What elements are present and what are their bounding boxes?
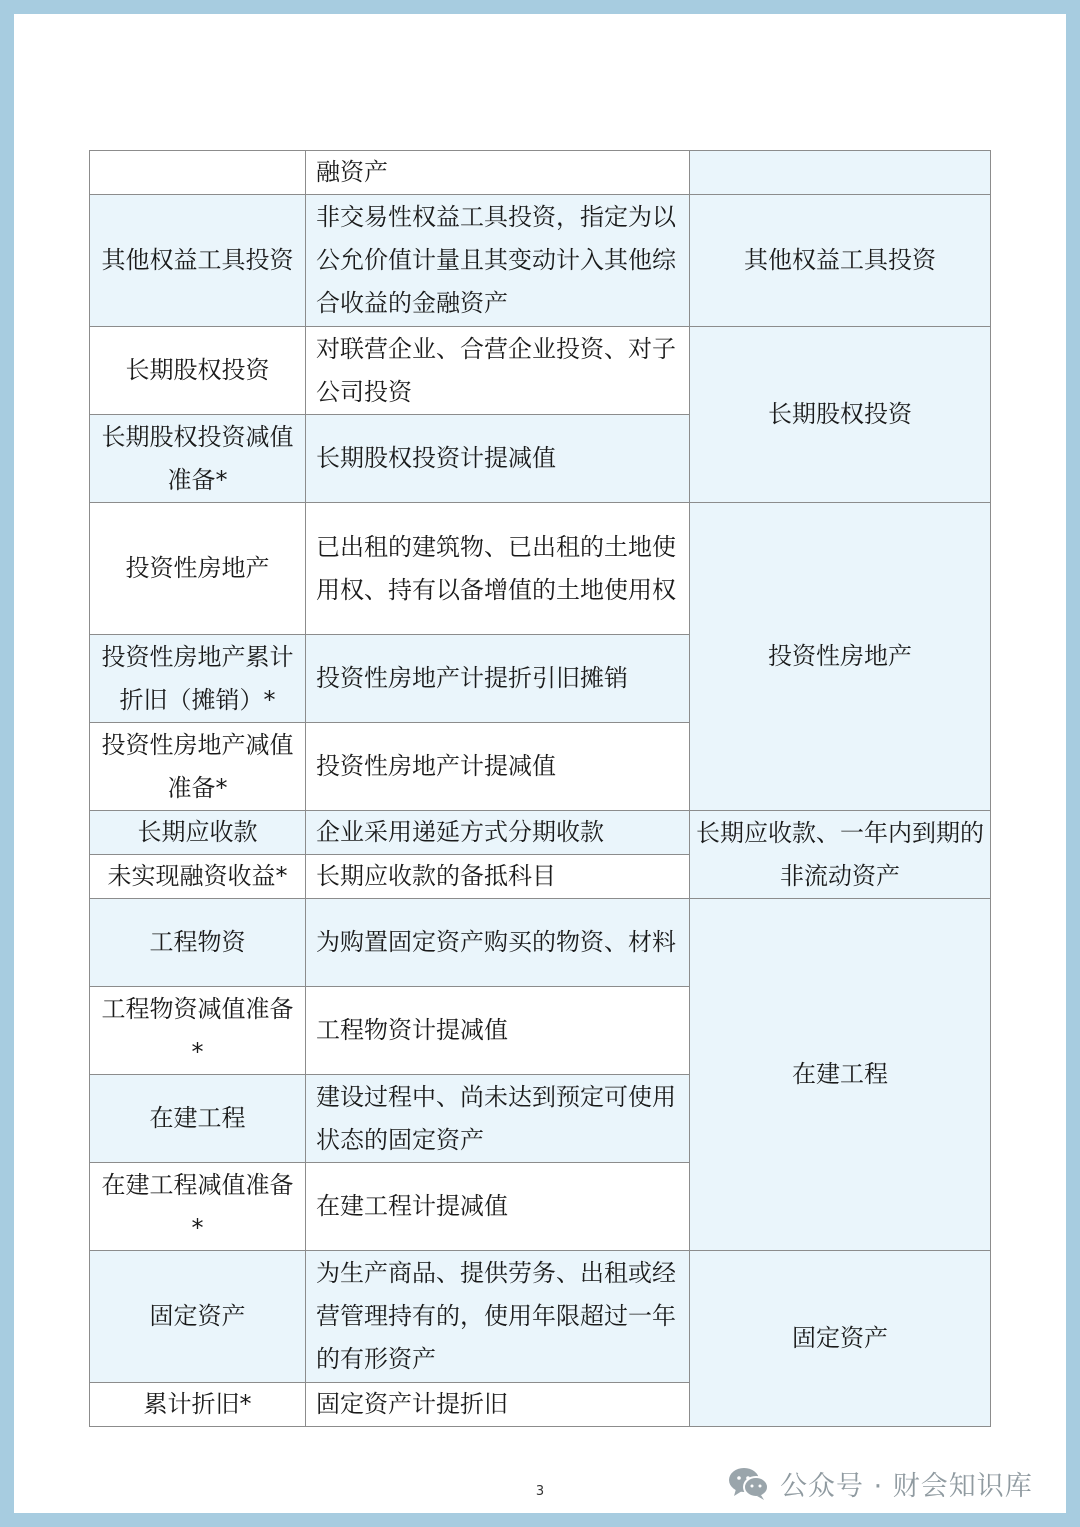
account-description-cell: 非交易性权益工具投资，指定为以公允价值计量且其变动计入其他综合收益的金融资产 <box>306 195 690 327</box>
account-name-cell: 其他权益工具投资 <box>90 195 306 327</box>
account-name-cell: 在建工程 <box>90 1075 306 1163</box>
account-name-cell: 投资性房地产减值准备* <box>90 723 306 811</box>
account-description-cell: 长期应收款的备抵科目 <box>306 855 690 899</box>
report-item-cell: 长期股权投资 <box>690 327 991 503</box>
table-row <box>90 811 991 855</box>
account-description-cell: 长期股权投资计提减值 <box>306 415 690 503</box>
account-name-cell: 累计折旧* <box>90 1383 306 1427</box>
wechat-icon <box>728 1465 770 1501</box>
account-description-cell: 投资性房地产计提减值 <box>306 723 690 811</box>
account-name-cell: 投资性房地产 <box>90 503 306 635</box>
table-row <box>90 899 991 987</box>
report-item-cell: 投资性房地产 <box>690 503 991 811</box>
account-name-cell: 工程物资减值准备* <box>90 987 306 1075</box>
table-row <box>90 327 991 415</box>
account-name-cell: 工程物资 <box>90 899 306 987</box>
account-description-cell: 在建工程计提减值 <box>306 1163 690 1251</box>
account-name-cell: 长期股权投资 <box>90 327 306 415</box>
account-name-cell <box>90 151 306 195</box>
account-description-cell: 对联营企业、合营企业投资、对子公司投资 <box>306 327 690 415</box>
table-row <box>90 1251 991 1383</box>
account-name-cell: 长期股权投资减值准备* <box>90 415 306 503</box>
account-name-cell: 长期应收款 <box>90 811 306 855</box>
account-description-cell: 投资性房地产计提折引旧摊销 <box>306 635 690 723</box>
report-item-cell <box>690 151 991 195</box>
account-name-cell: 投资性房地产累计折旧（摊销）* <box>90 635 306 723</box>
table-row <box>90 195 991 327</box>
account-description-cell: 已出租的建筑物、已出租的土地使用权、持有以备增值的土地使用权 <box>306 503 690 635</box>
account-description-cell: 工程物资计提减值 <box>306 987 690 1075</box>
watermark-text: 公众号 · 财会知识库 <box>780 1470 1033 1502</box>
table-row <box>90 503 991 635</box>
account-table <box>89 150 991 1427</box>
table-row <box>90 151 991 195</box>
account-description-cell: 企业采用递延方式分期收款 <box>306 811 690 855</box>
account-description-cell: 为生产商品、提供劳务、出租或经营管理持有的，使用年限超过一年的有形资产 <box>306 1251 690 1383</box>
report-item-cell: 在建工程 <box>690 899 991 1251</box>
account-description-cell: 为购置固定资产购买的物资、材料 <box>306 899 690 987</box>
watermark <box>728 1462 1033 1504</box>
account-name-cell: 未实现融资收益* <box>90 855 306 899</box>
report-item-cell: 其他权益工具投资 <box>690 195 991 327</box>
page-number: 3 <box>535 1484 545 1499</box>
report-item-cell: 长期应收款、一年内到期的非流动资产 <box>690 811 991 899</box>
report-item-cell: 固定资产 <box>690 1251 991 1427</box>
account-name-cell: 固定资产 <box>90 1251 306 1383</box>
account-description-cell: 融资产 <box>306 151 690 195</box>
account-name-cell: 在建工程减值准备* <box>90 1163 306 1251</box>
account-description-cell: 建设过程中、尚未达到预定可使用状态的固定资产 <box>306 1075 690 1163</box>
account-description-cell: 固定资产计提折旧 <box>306 1383 690 1427</box>
